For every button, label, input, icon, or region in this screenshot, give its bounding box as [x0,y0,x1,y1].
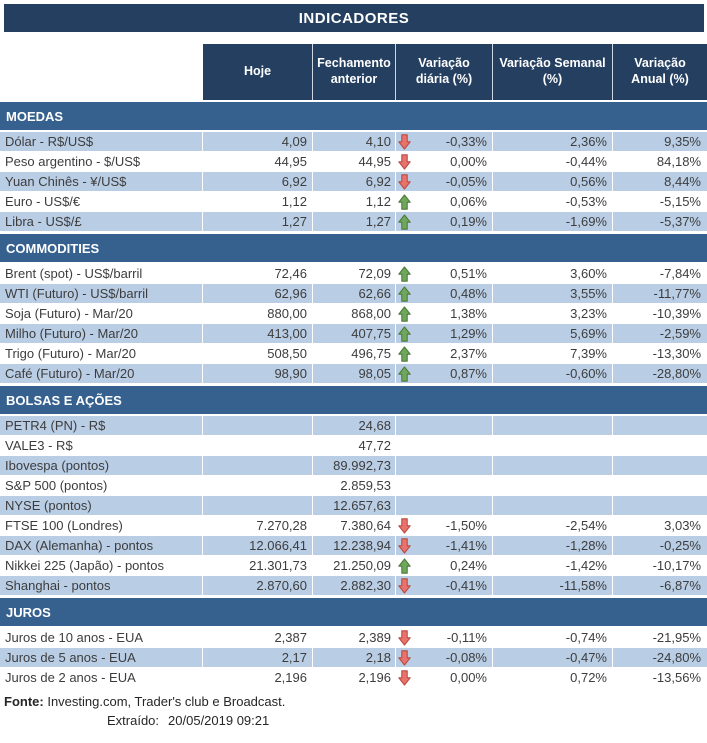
row-label: Ibovespa (pontos) [0,456,203,476]
cell-variacao-semanal [493,476,613,496]
row-label: WTI (Futuro) - US$/barril [0,284,203,304]
table-row [0,496,707,516]
extracted-timestamp: 20/05/2019 09:21 [168,713,270,728]
cell-variacao-diaria [396,192,493,212]
cell-variacao-diaria [396,304,493,324]
cell-hoje: 21.301,73 [203,556,313,576]
cell-variacao-anual: 8,44% [613,172,707,192]
table-row [0,152,707,172]
up-arrow-icon [398,266,411,282]
table-row [0,576,707,596]
row-label: Peso argentino - $/US$ [0,152,203,172]
cell-fechamento: 2,389 [313,628,396,648]
table-row [0,668,707,688]
table-row [0,344,707,364]
footer [0,688,707,730]
cell-variacao-semanal [493,436,613,456]
up-arrow-icon [398,366,411,382]
cell-hoje: 72,46 [203,264,313,284]
cell-fechamento: 496,75 [313,344,396,364]
cell-variacao-anual: -0,25% [613,536,707,556]
variacao-diaria-value: -1,50% [445,518,487,533]
cell-fechamento: 72,09 [313,264,396,284]
extracted-label: Extraído: [107,713,160,728]
up-arrow-icon [398,558,411,574]
table-row [0,476,707,496]
table-row [0,284,707,304]
column-header-variacao-anual: Variação Anual (%) [613,44,707,100]
cell-variacao-anual: 9,35% [613,132,707,152]
variacao-diaria-value: 0,24% [450,558,487,573]
variacao-diaria-value: 0,06% [450,194,487,209]
cell-fechamento: 98,05 [313,364,396,384]
variacao-diaria-value: 0,87% [450,366,487,381]
variacao-diaria-value: 1,38% [450,306,487,321]
up-arrow-icon [398,194,411,210]
down-arrow-icon [398,518,411,534]
section-header: BOLSAS E AÇÕES [0,386,707,414]
cell-fechamento: 24,68 [313,416,396,436]
down-arrow-icon [398,134,411,150]
cell-variacao-semanal: -1,28% [493,536,613,556]
cell-fechamento: 4,10 [313,132,396,152]
variacao-diaria-value: -0,08% [445,650,487,665]
row-label: FTSE 100 (Londres) [0,516,203,536]
cell-variacao-diaria [396,456,493,476]
row-label: Trigo (Futuro) - Mar/20 [0,344,203,364]
cell-variacao-anual: -11,77% [613,284,707,304]
row-label: Brent (spot) - US$/barril [0,264,203,284]
cell-variacao-diaria [396,172,493,192]
page-title-text: INDICADORES [298,9,410,27]
cell-hoje: 508,50 [203,344,313,364]
cell-variacao-diaria [396,536,493,556]
cell-fechamento: 2.859,53 [313,476,396,496]
table-row [0,436,707,456]
cell-variacao-semanal: 7,39% [493,344,613,364]
cell-variacao-diaria [396,416,493,436]
cell-variacao-diaria [396,152,493,172]
cell-hoje [203,416,313,436]
cell-variacao-semanal: -1,42% [493,556,613,576]
cell-variacao-anual: 84,18% [613,152,707,172]
cell-variacao-anual: -6,87% [613,576,707,596]
cell-variacao-diaria [396,436,493,456]
cell-variacao-diaria [396,284,493,304]
cell-fechamento: 7.380,64 [313,516,396,536]
row-label: Milho (Futuro) - Mar/20 [0,324,203,344]
section-header: MOEDAS [0,102,707,130]
table-row [0,628,707,648]
cell-variacao-anual: -2,59% [613,324,707,344]
variacao-diaria-value: 0,19% [450,214,487,229]
cell-variacao-semanal [493,456,613,476]
cell-variacao-diaria [396,496,493,516]
variacao-diaria-value: 0,48% [450,286,487,301]
up-arrow-icon [398,306,411,322]
row-label: Juros de 2 anos - EUA [0,668,203,688]
cell-hoje: 880,00 [203,304,313,324]
table-row [0,416,707,436]
row-label: DAX (Alemanha) - pontos [0,536,203,556]
row-label: S&P 500 (pontos) [0,476,203,496]
cell-variacao-anual: -24,80% [613,648,707,668]
cell-hoje: 12.066,41 [203,536,313,556]
table-row [0,536,707,556]
cell-variacao-anual: -5,15% [613,192,707,212]
variacao-diaria-value: 0,00% [450,670,487,685]
down-arrow-icon [398,174,411,190]
cell-hoje: 98,90 [203,364,313,384]
cell-hoje [203,436,313,456]
row-label: Juros de 10 anos - EUA [0,628,203,648]
column-header-row [203,44,707,100]
cell-variacao-semanal [493,496,613,516]
cell-hoje: 62,96 [203,284,313,304]
cell-variacao-semanal: -11,58% [493,576,613,596]
cell-hoje [203,456,313,476]
section-header: JUROS [0,598,707,626]
cell-fechamento: 407,75 [313,324,396,344]
extracted-line [4,711,707,730]
cell-variacao-anual: 3,03% [613,516,707,536]
column-header-variacao-diaria: Variação diária (%) [396,44,493,100]
cell-fechamento: 89.992,73 [313,456,396,476]
indicators-report [0,4,707,743]
row-label: Juros de 5 anos - EUA [0,648,203,668]
table-row [0,304,707,324]
cell-fechamento: 1,27 [313,212,396,232]
cell-variacao-diaria [396,628,493,648]
cell-hoje: 2,196 [203,668,313,688]
row-label: Yuan Chinês - ¥/US$ [0,172,203,192]
cell-variacao-semanal: 3,60% [493,264,613,284]
row-label: Café (Futuro) - Mar/20 [0,364,203,384]
source-line [4,692,707,711]
cell-variacao-semanal: 0,72% [493,668,613,688]
row-label: Shanghai - pontos [0,576,203,596]
cell-variacao-anual: -10,17% [613,556,707,576]
cell-hoje: 2.870,60 [203,576,313,596]
cell-fechamento: 2,18 [313,648,396,668]
cell-hoje: 1,27 [203,212,313,232]
cell-variacao-anual: -13,30% [613,344,707,364]
cell-variacao-diaria [396,516,493,536]
down-arrow-icon [398,630,411,646]
cell-variacao-semanal: -0,53% [493,192,613,212]
cell-variacao-anual [613,496,707,516]
row-label: Soja (Futuro) - Mar/20 [0,304,203,324]
row-label: Libra - US$/£ [0,212,203,232]
variacao-diaria-value: 0,51% [450,266,487,281]
cell-fechamento: 2.882,30 [313,576,396,596]
column-header-variacao-semanal: Variação Semanal (%) [493,44,613,100]
cell-variacao-diaria [396,344,493,364]
table-row [0,264,707,284]
cell-variacao-diaria [396,264,493,284]
table-row [0,556,707,576]
cell-fechamento: 2,196 [313,668,396,688]
variacao-diaria-value: 0,00% [450,154,487,169]
cell-variacao-semanal: -1,69% [493,212,613,232]
down-arrow-icon [398,578,411,594]
cell-hoje: 1,12 [203,192,313,212]
cell-variacao-diaria [396,324,493,344]
row-label: Dólar - R$/US$ [0,132,203,152]
cell-hoje: 44,95 [203,152,313,172]
row-label: NYSE (pontos) [0,496,203,516]
cell-fechamento: 12.657,63 [313,496,396,516]
variacao-diaria-value: -0,11% [446,630,487,645]
cell-variacao-anual [613,436,707,456]
cell-variacao-diaria [396,556,493,576]
cell-variacao-semanal: 0,56% [493,172,613,192]
cell-hoje: 413,00 [203,324,313,344]
cell-variacao-anual: -21,95% [613,628,707,648]
cell-fechamento: 21.250,09 [313,556,396,576]
cell-variacao-semanal: -0,74% [493,628,613,648]
cell-hoje: 4,09 [203,132,313,152]
table-row [0,192,707,212]
down-arrow-icon [398,538,411,554]
cell-fechamento: 62,66 [313,284,396,304]
variacao-diaria-value: 1,29% [450,326,487,341]
table-row [0,364,707,384]
cell-variacao-semanal: -0,60% [493,364,613,384]
cell-fechamento: 6,92 [313,172,396,192]
row-label: PETR4 (PN) - R$ [0,416,203,436]
cell-hoje [203,476,313,496]
down-arrow-icon [398,670,411,686]
cell-variacao-semanal: -0,44% [493,152,613,172]
down-arrow-icon [398,154,411,170]
variacao-diaria-value: -1,41% [445,538,487,553]
column-header-hoje: Hoje [203,44,313,100]
section-header: COMMODITIES [0,234,707,262]
table-row [0,516,707,536]
variacao-diaria-value: 2,37% [450,346,487,361]
cell-variacao-anual [613,476,707,496]
cell-fechamento: 1,12 [313,192,396,212]
cell-fechamento: 868,00 [313,304,396,324]
cell-variacao-anual: -10,39% [613,304,707,324]
cell-hoje: 6,92 [203,172,313,192]
column-header-fechamento: Fechamento anterior [313,44,396,100]
table-row [0,172,707,192]
variacao-diaria-value: -0,41% [445,578,487,593]
table-row [0,456,707,476]
down-arrow-icon [398,650,411,666]
table-row [0,132,707,152]
cell-variacao-anual [613,416,707,436]
cell-fechamento: 47,72 [313,436,396,456]
table-row [0,324,707,344]
up-arrow-icon [398,326,411,342]
cell-variacao-semanal: 5,69% [493,324,613,344]
cell-variacao-anual: -7,84% [613,264,707,284]
cell-variacao-diaria [396,668,493,688]
cell-variacao-semanal: 2,36% [493,132,613,152]
up-arrow-icon [398,214,411,230]
cell-variacao-semanal: -2,54% [493,516,613,536]
cell-hoje: 7.270,28 [203,516,313,536]
row-label: Nikkei 225 (Japão) - pontos [0,556,203,576]
row-label: Euro - US$/€ [0,192,203,212]
up-arrow-icon [398,286,411,302]
cell-variacao-semanal: -0,47% [493,648,613,668]
cell-variacao-anual [613,456,707,476]
cell-variacao-semanal: 3,23% [493,304,613,324]
up-arrow-icon [398,346,411,362]
cell-variacao-diaria [396,576,493,596]
table-row [0,212,707,232]
cell-hoje: 2,387 [203,628,313,648]
cell-variacao-diaria [396,476,493,496]
variacao-diaria-value: -0,33% [445,134,487,149]
cell-variacao-semanal: 3,55% [493,284,613,304]
cell-variacao-anual: -5,37% [613,212,707,232]
source-label: Fonte: [4,694,44,709]
variacao-diaria-value: -0,05% [445,174,487,189]
cell-hoje [203,496,313,516]
row-label: VALE3 - R$ [0,436,203,456]
table-body [0,102,707,688]
cell-variacao-anual: -13,56% [613,668,707,688]
cell-variacao-diaria [396,132,493,152]
source-text: Investing.com, Trader's club e Broadcast. [43,694,286,709]
cell-fechamento: 44,95 [313,152,396,172]
cell-variacao-semanal [493,416,613,436]
cell-variacao-anual: -28,80% [613,364,707,384]
cell-hoje: 2,17 [203,648,313,668]
page-title [4,4,704,32]
cell-fechamento: 12.238,94 [313,536,396,556]
cell-variacao-diaria [396,212,493,232]
cell-variacao-diaria [396,648,493,668]
cell-variacao-diaria [396,364,493,384]
table-row [0,648,707,668]
